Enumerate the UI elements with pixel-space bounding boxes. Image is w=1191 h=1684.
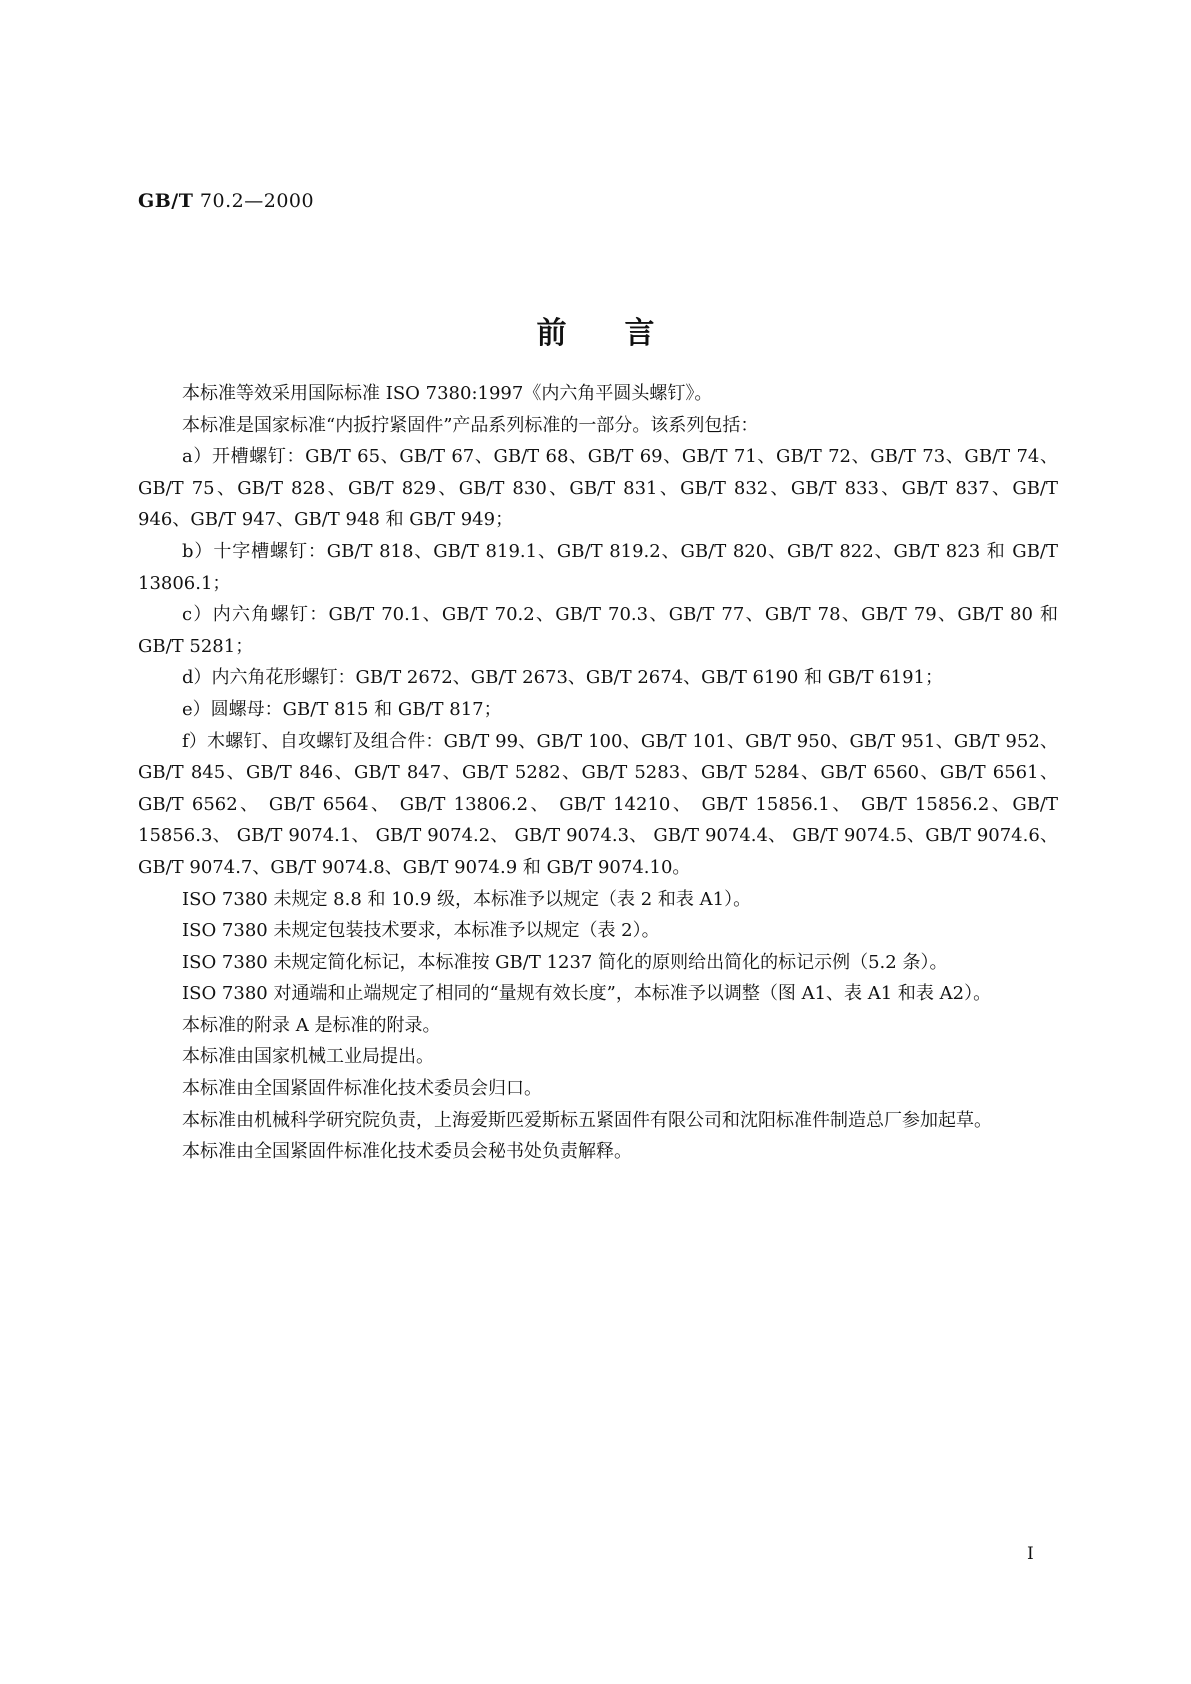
paragraph-drafted-by: 本标准由机械科学研究院负责，上海爱斯匹爱斯标五紧固件有限公司和沈阳标准件制造总厂参加起草。 (182, 1109, 992, 1131)
list-item-f-wood-tapping-screws: f）木螺钉、自攻螺钉及组合件：GB/T 99、GB/T 100、GB/T 101、GB/T 950、GB/T 951、GB/T 952、GB/T 845、GB/T 846、GB/T 847、GB/T 5282、GB/T 5283、GB/T 5284、GB/T 6560、GB/T 6561、GB/T 6562、 GB/T 6564、 GB/T 13806.2、 GB/T 14210、 GB/T 15856.1、 GB/T 15856.2、GB/T 15856.3、 GB/T 9074.1、 GB/T 9074.2、 GB/T 9074.3、 GB/T 9074.4、 GB/T 9074.5、GB/T 9074.6、GB/T 9074.7、GB/T 9074.8、GB/T 9074.9 和 GB/T 9074.10。 (138, 730, 1058, 878)
paragraph-property-grades: ISO 7380 未规定 8.8 和 10.9 级，本标准予以规定（表 2 和表 A1）。 (182, 888, 752, 910)
standard-number: 70.2—2000 (199, 190, 315, 212)
paragraph-simplified-marking: ISO 7380 未规定简化标记，本标准按 GB/T 1237 简化的原则给出简化的标记示例（5.2 条）。 (182, 951, 948, 973)
section-title: 前言 (536, 316, 713, 351)
list-item-b-cross-recessed-screws: b）十字槽螺钉：GB/T 818、GB/T 819.1、GB/T 819.2、GB/T 820、GB/T 822、GB/T 823 和 GB/T 13806.1； (138, 540, 1058, 594)
foreword-body (138, 378, 1058, 1168)
paragraph-gauge-length: ISO 7380 对通端和止端规定了相同的“量规有效长度”，本标准予以调整（图 A1、表 A1 和表 A2）。 (182, 983, 992, 1005)
standard-header (138, 190, 314, 212)
list-item-c-hexagon-socket-screws: c）内六角螺钉：GB/T 70.1、GB/T 70.2、GB/T 70.3、GB/T 77、GB/T 78、GB/T 79、GB/T 80 和 GB/T 5281； (138, 604, 1058, 657)
list-item-a-slotted-screws: a）开槽螺钉：GB/T 65、GB/T 67、GB/T 68、GB/T 69、GB/T 71、GB/T 72、GB/T 73、GB/T 74、GB/T 75、GB/T 828、GB/T 829、GB/T 830、GB/T 831、GB/T 832、GB/T 833、GB/T 837、GB/T 946、GB/T 947、GB/T 948 和 GB/T 949； (138, 446, 1058, 531)
list-item-e-round-nuts: e）圆螺母：GB/T 815 和 GB/T 817； (182, 698, 502, 720)
page-number: I (1027, 1544, 1034, 1564)
standard-prefix: GB/T (138, 190, 194, 212)
paragraph-appendix: 本标准的附录 A 是标准的附录。 (182, 1014, 441, 1036)
paragraph-packaging: ISO 7380 未规定包装技术要求，本标准予以规定（表 2）。 (182, 920, 660, 942)
paragraph-proposed-by: 本标准由国家机械工业局提出。 (182, 1046, 434, 1068)
paragraph-series-intro: 本标准是国家标准“内扳拧紧固件”产品系列标准的一部分。该系列包括： (182, 414, 759, 436)
paragraph-centralized-by: 本标准由全国紧固件标准化技术委员会归口。 (182, 1078, 542, 1100)
list-item-d-hexalobular-screws: d）内六角花形螺钉：GB/T 2672、GB/T 2673、GB/T 2674、GB/T 6190 和 GB/T 6191； (182, 667, 943, 689)
paragraph-interpreted-by: 本标准由全国紧固件标准化技术委员会秘书处负责解释。 (182, 1141, 632, 1163)
paragraph-equivalence: 本标准等效采用国际标准 ISO 7380:1997《内六角平圆头螺钉》。 (182, 383, 713, 404)
